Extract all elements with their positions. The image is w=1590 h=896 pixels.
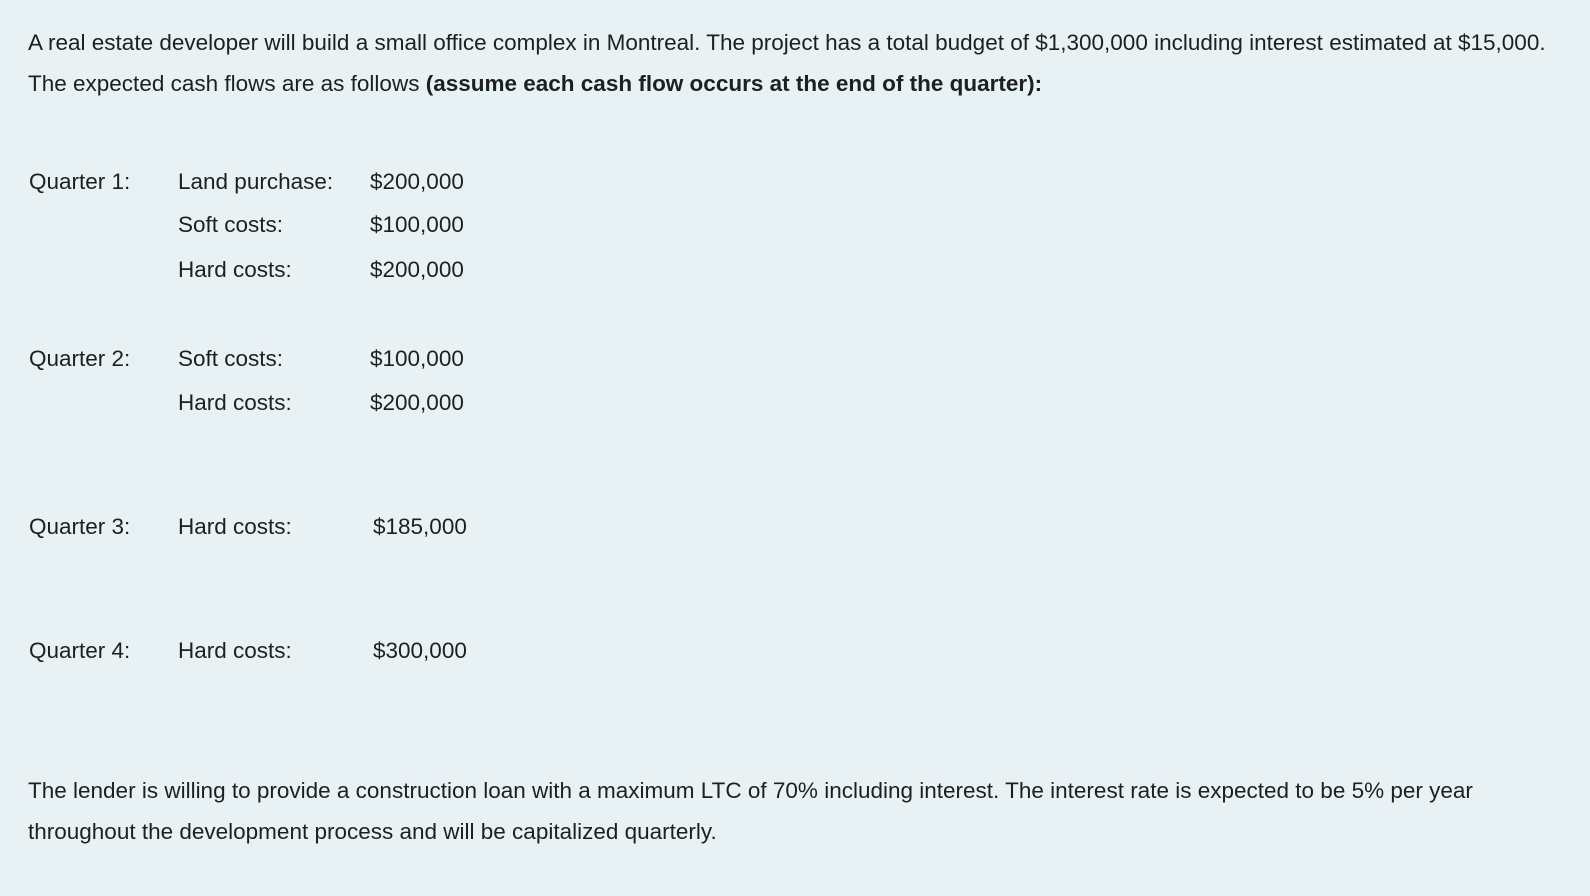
quarter-1-label: Quarter 1: [29, 169, 131, 194]
intro-text: A real estate developer will build a small office complex in Montreal. The project has a total budget of $1,300,000 including interest estimated at $15,000. The expected cash flows are as follows [28, 30, 1546, 96]
quarter-2-item-2-label: Hard costs: [178, 390, 292, 415]
quarter-1-item-1-value: $200,000 [370, 169, 464, 194]
intro-bold-text: (assume each cash flow occurs at the end of the quarter): [425, 71, 1043, 96]
quarter-4-item-1-value: $300,000 [373, 638, 467, 663]
quarter-2-item-2-value: $200,000 [370, 390, 464, 415]
outro-paragraph: The lender is willing to provide a construction loan with a maximum LTC of 70% including interest. The interest rate is expected to be 5% per year throughout the development process and will be capitalized quarterly. [28, 778, 1473, 844]
quarter-2-label: Quarter 2: [29, 346, 131, 371]
quarter-3-item-1-label: Hard costs: [178, 514, 292, 539]
quarter-1-item-2-value: $100,000 [370, 212, 464, 237]
quarter-1-item-1-label: Land purchase: [178, 169, 334, 194]
quarter-1-item-2-label: Soft costs: [178, 212, 284, 237]
quarter-3-item-1-value: $185,000 [373, 514, 467, 539]
quarter-4-label: Quarter 4: [29, 638, 131, 663]
quarter-4-item-1-label: Hard costs: [178, 638, 292, 663]
quarter-2-item-1-value: $100,000 [370, 346, 464, 371]
quarter-3-label: Quarter 3: [29, 514, 131, 539]
quarter-1-item-3-label: Hard costs: [178, 257, 292, 282]
quarter-2-item-1-label: Soft costs: [178, 346, 284, 371]
quarter-1-item-3-value: $200,000 [370, 257, 464, 282]
intro-paragraph [28, 22, 1548, 104]
